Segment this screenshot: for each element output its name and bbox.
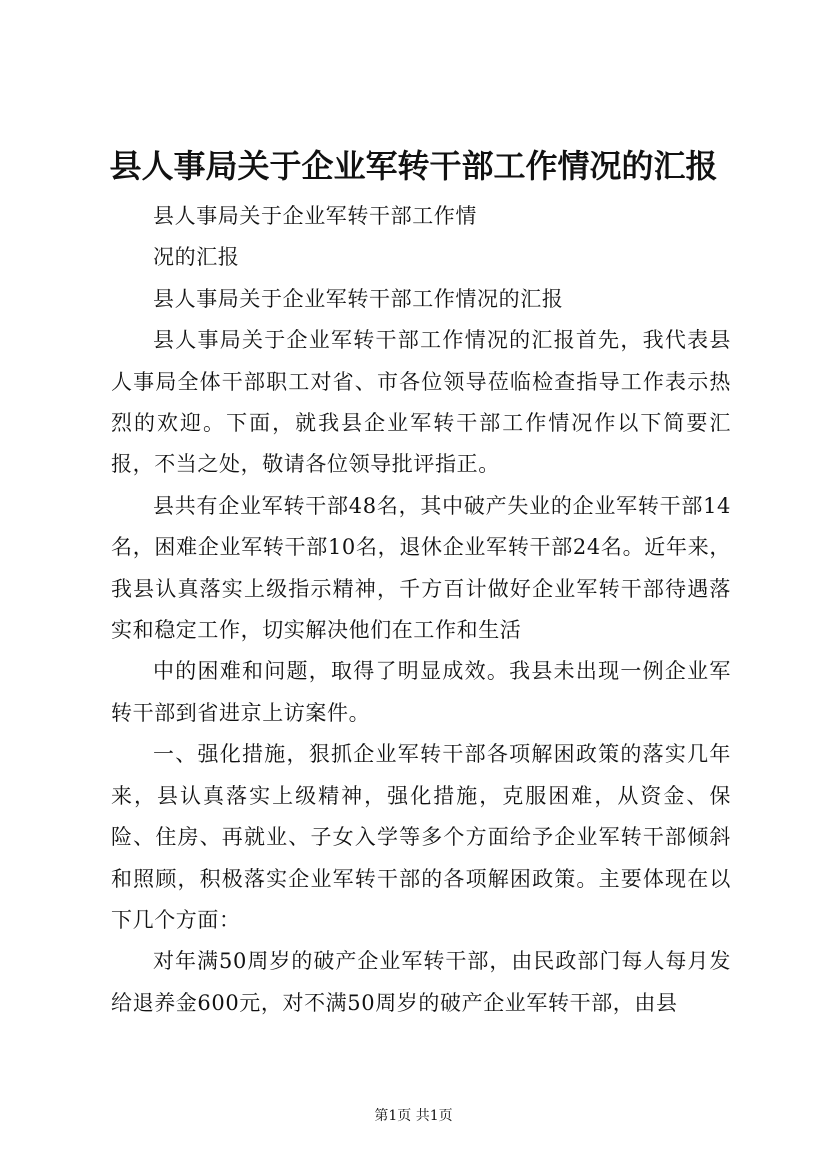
paragraph: 县共有企业军转干部48名，其中破产失业的企业军转干部14名，困难企业军转干部10名，退休企业军转干部24名。近年来，我县认真落实上级指示精神，千方百计做好企业军转干部待遇落实和稳定工作，切实解决他们在工作和生活 [111,493,731,643]
paragraph: 况的汇报 [153,245,240,270]
document-body [111,196,731,1024]
paragraph: 县人事局关于企业军转干部工作情况的汇报首先，我代表县人事局全体干部职工对省、市各位领导莅临检查指导工作表示热烈的欢迎。下面，就我县企业军转干部工作情况作以下简要汇报，不当之处，敬请各位领导批评指正。 [111,328,731,477]
paragraph: 中的困难和问题，取得了明显成效。我县未出现一例企业军转干部到省进京上访案件。 [111,659,731,725]
page-footer: 第1页 共1页 [374,1108,453,1124]
paragraph: 县人事局关于企业军转干部工作情况的汇报 [153,286,564,311]
paragraph: 对年满50周岁的破产企业军转干部，由民政部门每人每月发给退养金600元，对不满50周岁的破产企业军转干部，由县 [111,949,731,1015]
paragraph: 一、强化措施，狠抓企业军转干部各项解困政策的落实几年来，县认真落实上级精神，强化措施，克服困难，从资金、保险、住房、再就业、子女入学等多个方面给予企业军转干部倾斜和照顾，积极落实企业军转干部的各项解困政策。主要体现在以下几个方面： [111,742,731,932]
document-title: 县人事局关于企业军转干部工作情况的汇报 [109,147,718,185]
paragraph: 县人事局关于企业军转干部工作情 [153,204,477,228]
